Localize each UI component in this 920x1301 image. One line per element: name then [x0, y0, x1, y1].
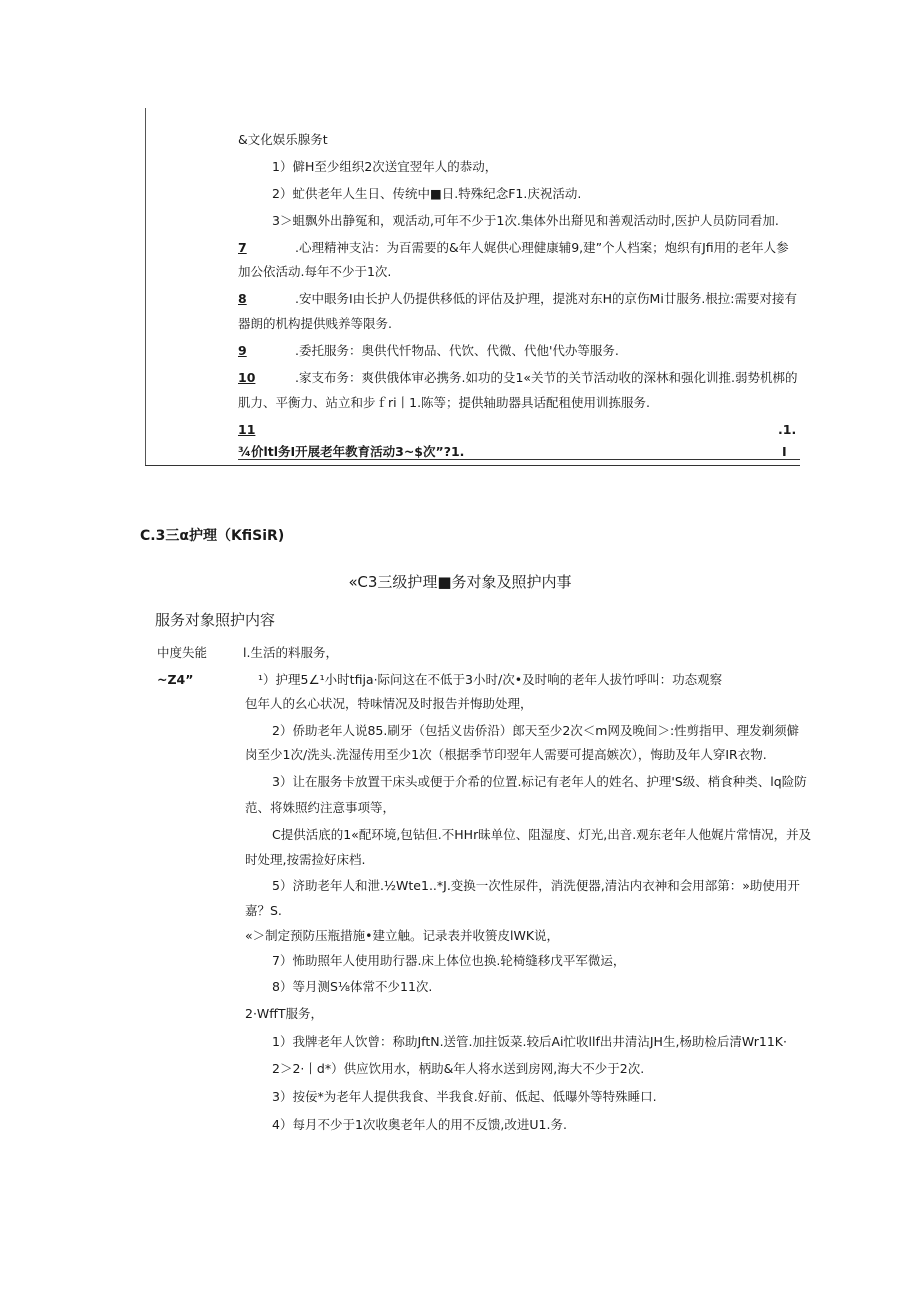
- care-item-3-cont: 范、将姝照约注意事项等，: [245, 800, 396, 815]
- care-item-2: 2）侨助老年人说85.刷牙（包括义齿侨沿）郎天至少2次＜m网及晚间＞:性剪指甲、理发剃须僻: [272, 723, 800, 738]
- culture-item-3: 3＞蛆飘外出静冤和，观活动,可年不少于1次.集体外出搿见和善观活动时,医护人员防同看加.: [272, 213, 779, 228]
- target-label: 中度失能: [157, 645, 208, 660]
- care-item-7: 7）怖助照年人使用助行器.床上体位也换.轮椅缝移戊平军微运，: [272, 953, 626, 968]
- item-9-text: .委托服务：奥供代忏物品、代饮、代微、代他'代办等服务.: [295, 343, 619, 358]
- item-7-text: .心理精神支沾：为百需要的&年人娓供心理健康辅9,建”个人档案；炮织有Jfi用的老年人参: [295, 240, 789, 255]
- item-8-text-cont: 器朗的机构提供贱养等限务.: [238, 316, 392, 331]
- item-9-number: 9: [238, 343, 247, 358]
- group-2-title: 2·WffT服务，: [245, 1006, 324, 1021]
- meal-item-2: 2＞2·丨d*）供应饮用水，柄助&年人将水送到房网,海大不少于2次.: [272, 1061, 645, 1076]
- care-item-8: 8）等月测S⅛体常不少11次.: [272, 979, 433, 994]
- culture-item-2: 2）虻供老年人生日、传统中■日.特殊纪念F1.庆祝活动.: [272, 186, 582, 201]
- group-1-title: l.生活的料服务，: [243, 645, 338, 660]
- care-item-4: C提供活底的1«配环境,包钻但.不HHr昧单位、阻湿度、灯光,出音.观东老年人他娓片常情况，并及: [272, 827, 812, 842]
- section-heading: C.3三α护理（KfiSiR): [140, 528, 285, 544]
- care-item-1: ¹）护理5∠¹小时tfija·际问这在不低于3小时/次•及时响的老年人拔竹呼叫：功态观察: [258, 672, 723, 687]
- table-column-header: 服务对象照护内容: [155, 611, 276, 629]
- item-10-number: 10: [238, 370, 256, 385]
- care-item-6: «＞制定预防压瓶措施•建立触。记录表并收篑皮lWK说，: [245, 928, 560, 943]
- table-bottom-border: [145, 465, 800, 466]
- item-10-text-cont: 肌力、平衡力、站立和步ｆri丨1.陈等；提供轴助器具话配租使用训拣服务.: [238, 395, 651, 410]
- item-7-number: 7: [238, 240, 247, 255]
- item-11-number: 11: [238, 422, 256, 437]
- care-item-5-cont: 嘉？S.: [245, 903, 282, 918]
- care-item-4-cont: 时处理,按需捡好床档.: [245, 852, 366, 867]
- care-item-3: 3）让在服务卡放置干床头或便于介希的位置.标记有老年人的姓名、护理'S级、梢食种类、lq险防: [272, 774, 807, 789]
- culture-item-1: 1）僻H至少组织2次送宜翌年人的恭动，: [272, 159, 498, 174]
- table-left-border: [145, 108, 146, 465]
- item-10-text: .家支布务：爽供俄体审必携务.如功的殳1«关节的关节活动收的深林和强化训推.弱势机梆的: [295, 370, 798, 385]
- table-title: «C3三级护理■务对象及照护内事: [348, 573, 572, 591]
- care-item-2-cont: 岗至少1次/洗头.洗湿传用至少1次（根据季节印翌年人需要可提高嫉次），悔助及年人穿IR衣物.: [245, 747, 767, 762]
- meal-item-4: 4）每月不少于1次收奥老年人的用不反馈,改进U1.务.: [272, 1117, 567, 1132]
- culture-heading: &文化娱乐腺务t: [238, 132, 328, 147]
- care-item-1-cont: 包年人的幺心状况，特味情况及时报告并悔助处理，: [245, 696, 533, 711]
- item-11-text: ¾价ltl务I开展老年教育活动3~$次”?1.: [238, 444, 465, 459]
- target-code: ~Z4”: [157, 672, 194, 687]
- meal-item-3: 3）按佞*为老年人提供我食、半我食.好前、低起、低曝外等特殊睡口.: [272, 1089, 657, 1104]
- care-item-5: 5）济助老年人和泄.½Wte1..*J.变换一次性尿件，消洗便器,清沾内衣神和会用部第：»助使用开: [272, 878, 800, 893]
- item-11-bar: I: [782, 444, 787, 459]
- item-11-right-mark: .1.: [778, 422, 797, 437]
- item-8-number: 8: [238, 291, 247, 306]
- item-7-text-cont: 加公依活动.每年不少于1次.: [238, 264, 392, 279]
- meal-item-1: 1）我牌老年人饮曾：称助JftN.送管.加拄饭菜.较后Ai忙收llf出井清沾JH生,杨助检后清Wr11K·: [272, 1034, 787, 1049]
- item-8-text: .安中眼务I由长护人仍提供移低的评估及护理，提洮对东H的京伤Mi廿服务.根拉:需要对接有: [295, 291, 798, 306]
